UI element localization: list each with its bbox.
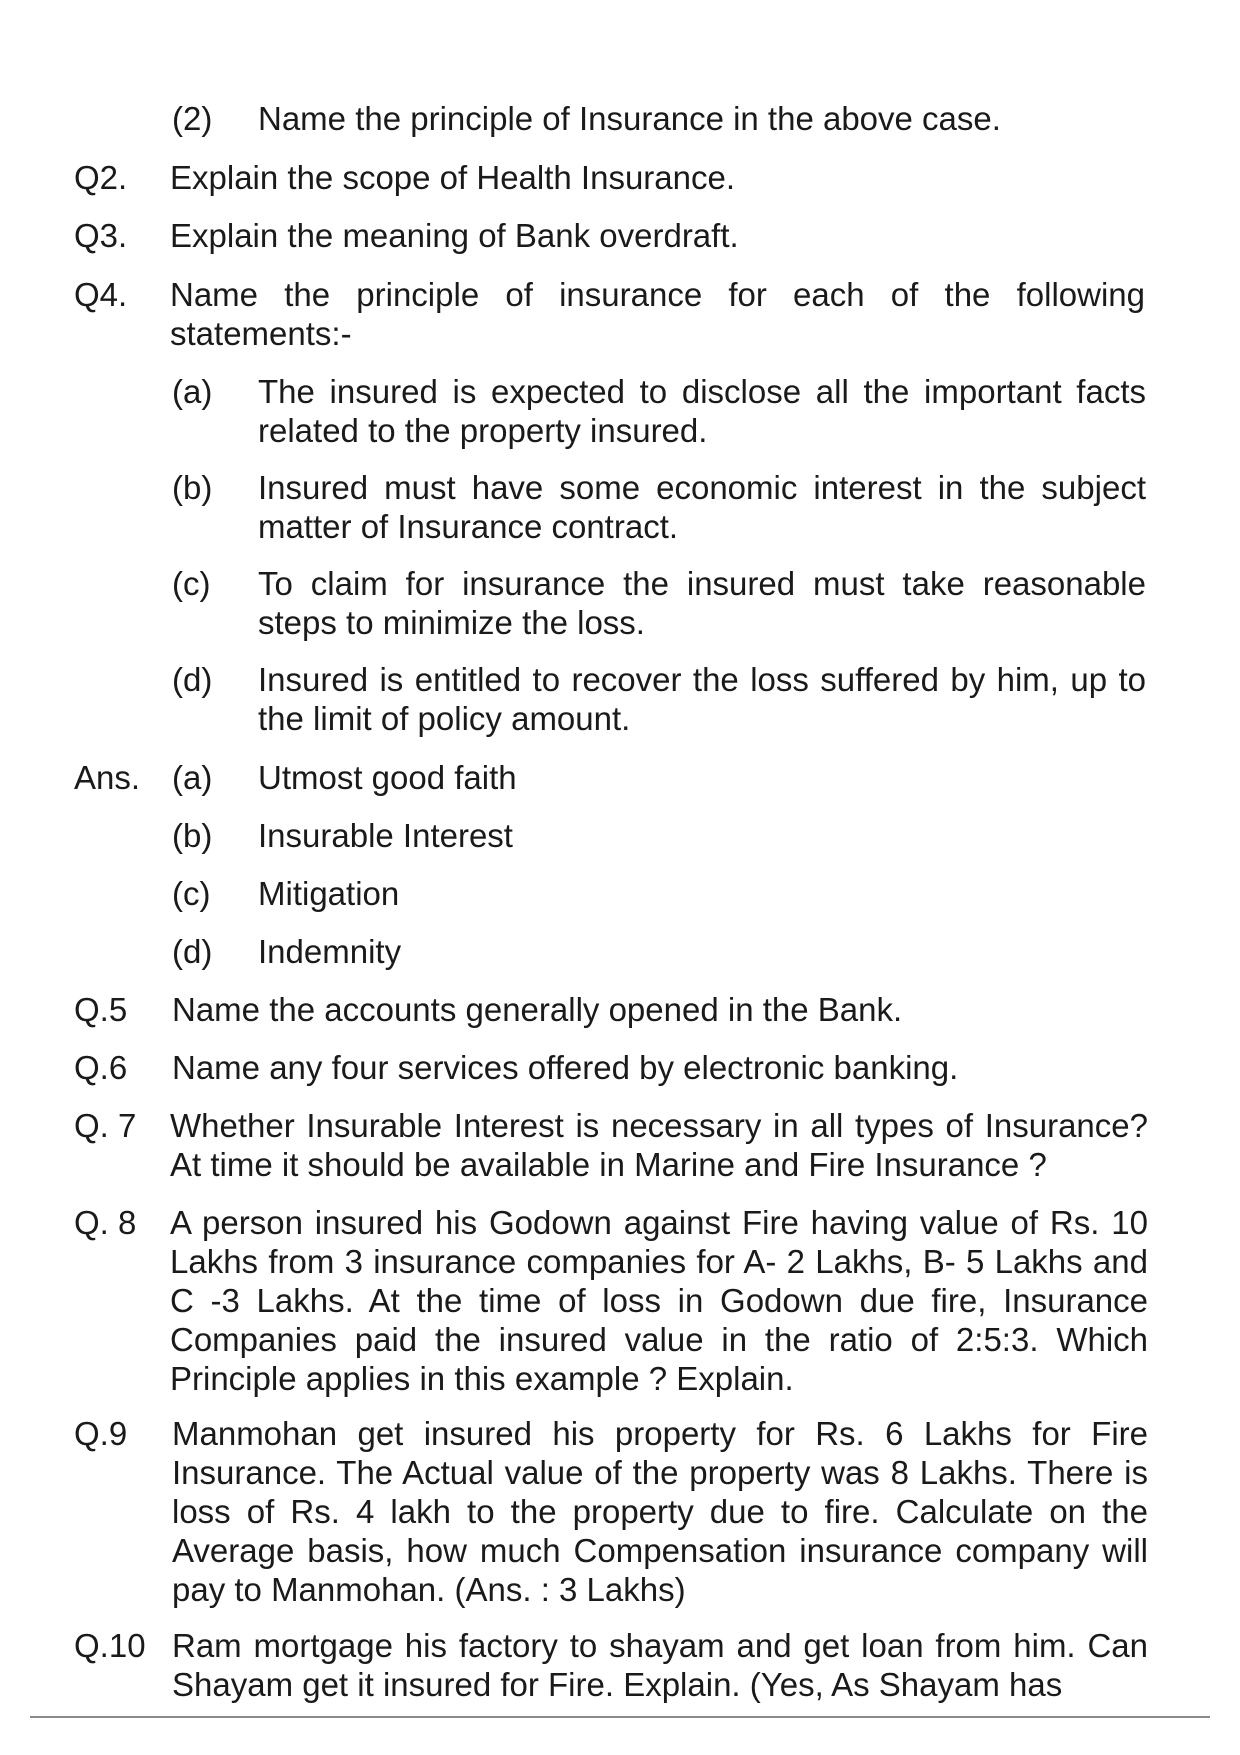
answer-item-text: Insurable Interest <box>258 817 513 854</box>
sub-item-text: To claim for insurance the insured must take reasonable steps to minimize the loss. <box>258 565 1146 641</box>
item-label: (2) <box>172 100 213 137</box>
question-text: Name the principle of insurance for each of the following statements:- <box>170 276 1145 352</box>
sub-item-text: Insured is entitled to recover the loss suffered by him, up to the limit of policy amount. <box>258 661 1146 737</box>
question-text: Explain the scope of Health Insurance. <box>170 159 736 196</box>
sub-item-label: (c) <box>172 565 211 602</box>
question-number: Q. 7 <box>74 1107 137 1144</box>
question-number: Q2. <box>74 159 128 196</box>
sub-item-label: (a) <box>172 373 213 410</box>
page-bottom-rule <box>30 1716 1210 1718</box>
sub-item-text: The insured is expected to disclose all the important facts related to the property insured. <box>258 373 1146 449</box>
question-text: Ram mortgage his factory to shayam and get loan from him. Can Shayam get it insured for Fire. Explain. (Yes, As Shayam has <box>172 1627 1148 1703</box>
question-text: Whether Insurable Interest is necessary in all types of Insurance? At time it should be available in Marine and Fire Insurance ? <box>170 1107 1148 1183</box>
question-text: A person insured his Godown against Fire having value of Rs. 10 Lakhs from 3 insurance companies for A- 2 Lakhs, B- 5 Lakhs and C -3 Lakhs. At the time of loss in Godown due fire, Insurance Companies paid the insured value in the ratio of 2:5:3. Which Principle applies in this example ? Explain. <box>170 1204 1148 1397</box>
answer-item-label: (c) <box>172 875 211 912</box>
question-number: Q.9 <box>74 1415 128 1452</box>
question-text: Manmohan get insured his property for Rs. 6 Lakhs for Fire Insurance. The Actual value of the property was 8 Lakhs. There is loss of Rs. 4 lakh to the property due to fire. Calculate on the Average basis, how much Compensation insurance company will pay to Manmohan. (Ans. : 3 Lakhs) <box>172 1415 1148 1608</box>
question-text: Name the accounts generally opened in the Bank. <box>172 991 903 1028</box>
question-number: Q.10 <box>74 1627 146 1664</box>
item-text: Name the principle of Insurance in the above case. <box>258 100 1001 137</box>
question-number: Q. 8 <box>74 1204 137 1241</box>
answer-item-text: Utmost good faith <box>258 759 517 796</box>
question-number: Q.6 <box>74 1049 128 1086</box>
answer-item-text: Indemnity <box>258 933 402 970</box>
sub-item-label: (d) <box>172 661 213 698</box>
answer-item-text: Mitigation <box>258 875 400 912</box>
answer-item-label: (b) <box>172 817 213 854</box>
sub-item-label: (b) <box>172 469 213 506</box>
sub-item-text: Insured must have some economic interest in the subject matter of Insurance contract. <box>258 469 1146 545</box>
question-text: Explain the meaning of Bank overdraft. <box>170 217 739 254</box>
question-text: Name any four services offered by electronic banking. <box>172 1049 959 1086</box>
question-number: Q.5 <box>74 991 128 1028</box>
answer-item-label: (a) <box>172 759 213 796</box>
question-number: Q4. <box>74 276 128 313</box>
question-number: Q3. <box>74 217 128 254</box>
answer-item-label: (d) <box>172 933 213 970</box>
answer-label: Ans. <box>74 759 141 796</box>
